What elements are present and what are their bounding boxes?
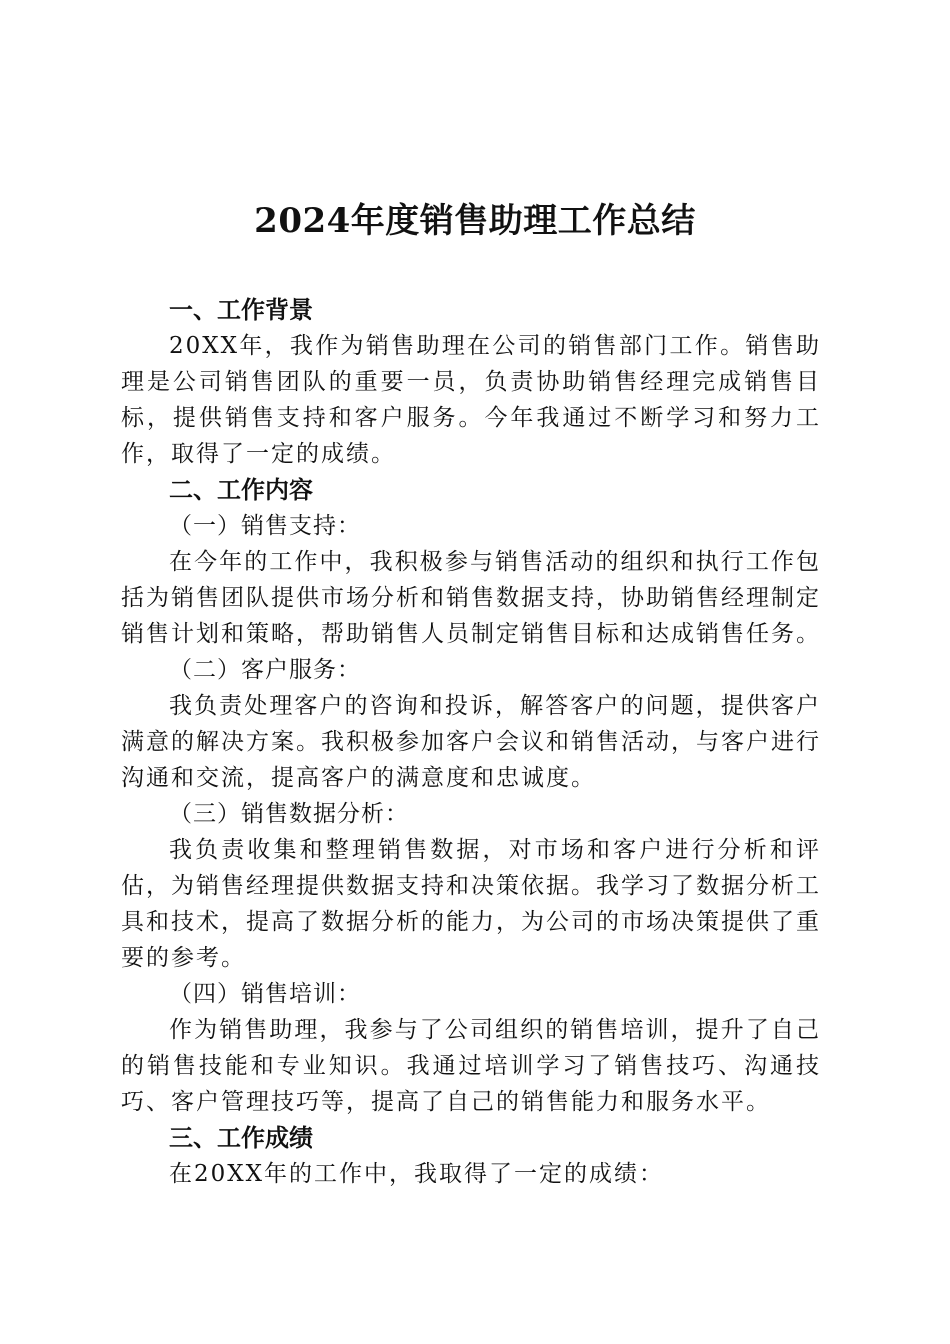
paragraph-sales-support: 在今年的工作中，我积极参与销售活动的组织和执行工作包括为销售团队提供市场分析和销售数据支持，协助销售经理制定销售计划和策略，帮助销售人员制定销售目标和达成销售任务。 [121,549,821,647]
paragraph-sales-training: 作为销售助理，我参与了公司组织的销售培训，提升了自己的销售技能和专业知识。我通过培训学习了销售技巧、沟通技巧、客户管理技巧等，提高了自己的销售能力和服务水平。 [121,1017,821,1115]
section-heading-achievements: 三、工作成绩 [169,1124,313,1152]
subheading-data-analysis: （三）销售数据分析： [169,801,409,827]
section-heading-background: 一、工作背景 [169,296,313,324]
document-body [121,292,821,1192]
section-paragraph-background: 20XX年，我作为销售助理在公司的销售部门工作。销售助理是公司销售团队的重要一员，负责协助销售经理完成销售目标，提供销售支持和客户服务。今年我通过不断学习和努力工作，取得了一定的成绩。 [121,333,821,467]
subheading-sales-support: （一）销售支持： [169,513,361,539]
subheading-sales-training: （四）销售培训： [169,981,361,1007]
document-title: 2024年度销售助理工作总结 [254,201,696,241]
paragraph-customer-service: 我负责处理客户的咨询和投诉，解答客户的问题，提供客户满意的解决方案。我积极参加客户会议和销售活动，与客户进行沟通和交流，提高客户的满意度和忠诚度。 [121,693,821,791]
section-paragraph-achievements: 在20XX年的工作中，我取得了一定的成绩： [169,1161,665,1187]
paragraph-data-analysis: 我负责收集和整理销售数据，对市场和客户进行分析和评估，为销售经理提供数据支持和决策依据。我学习了数据分析工具和技术，提高了数据分析的能力，为公司的市场决策提供了重要的参考。 [121,837,821,971]
section-heading-content: 二、工作内容 [169,476,313,504]
subheading-customer-service: （二）客户服务： [169,657,361,683]
